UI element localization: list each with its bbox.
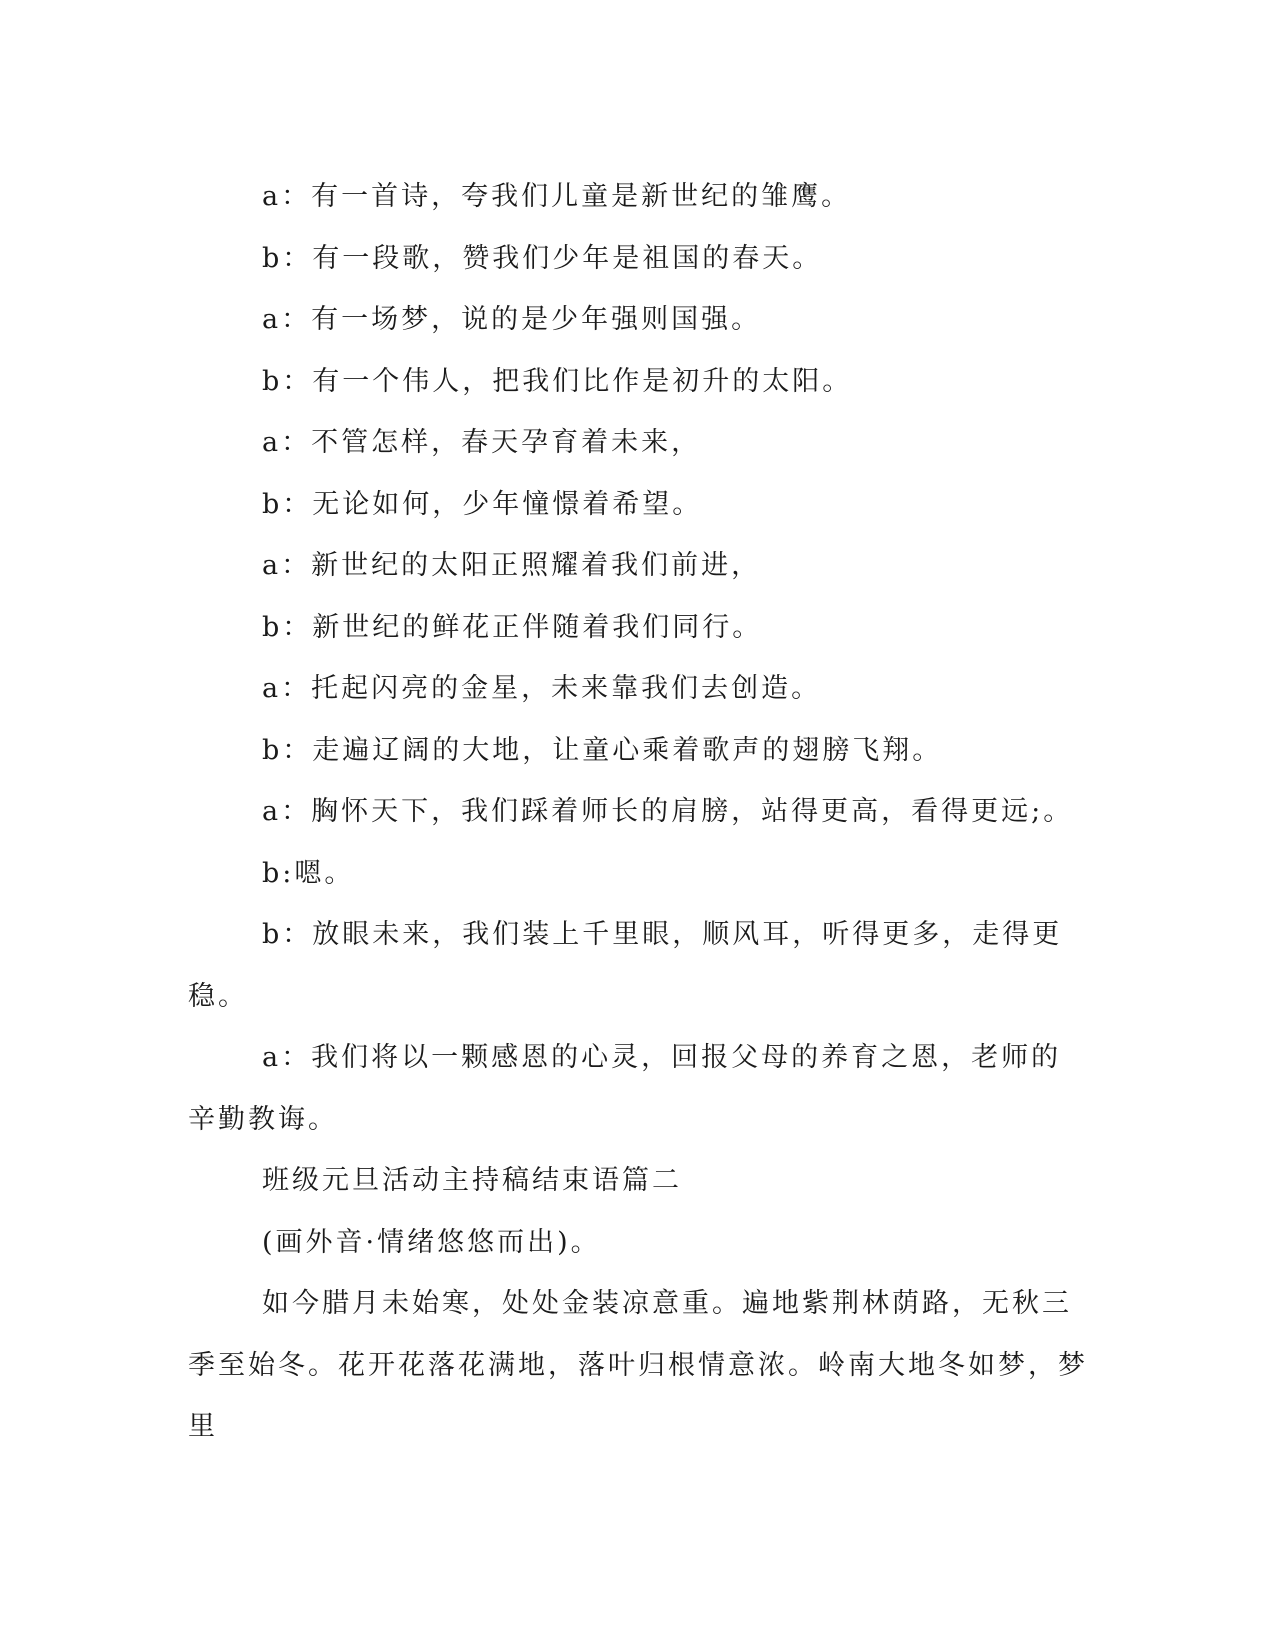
paragraph: b：无论如何，少年憧憬着希望。 bbox=[262, 488, 703, 520]
paragraph: b：新世纪的鲜花正伴随着我们同行。 bbox=[262, 611, 763, 643]
paragraph: a：托起闪亮的金星，未来靠我们去创造。 bbox=[262, 673, 822, 704]
paragraph: a：不管怎样，春天孕育着未来， bbox=[262, 427, 702, 458]
paragraph: a：有一场梦，说的是少年强则国强。 bbox=[262, 304, 762, 335]
paragraph: b：有一个伟人，把我们比作是初升的太阳。 bbox=[262, 365, 853, 397]
paragraph: b：有一段歌，赞我们少年是祖国的春天。 bbox=[262, 242, 823, 274]
paragraph: b：放眼未来，我们装上千里眼，顺风耳，听得更多，走得更稳。 bbox=[188, 919, 1063, 1012]
section-heading: 班级元旦活动主持稿结束语篇二 bbox=[262, 1165, 682, 1196]
paragraph: a：胸怀天下，我们踩着师长的肩膀，站得更高，看得更远;。 bbox=[262, 796, 1074, 827]
paragraph: b:嗯。 bbox=[262, 857, 355, 889]
paragraph: b：走遍辽阔的大地，让童心乘着歌声的翅膀飞翔。 bbox=[262, 734, 943, 766]
paragraph: 如今腊月未始寒，处处金装凉意重。遍地紫荆林荫路，无秋三季至始冬。花开花落花满地，落叶归根情意浓。岭南大地冬如梦，梦里 bbox=[188, 1288, 1088, 1442]
paragraph: a：我们将以一颗感恩的心灵，回报父母的养育之恩，老师的辛勤教诲。 bbox=[188, 1042, 1062, 1135]
paragraph: a：有一首诗，夸我们儿童是新世纪的雏鹰。 bbox=[262, 181, 852, 212]
paragraph: (画外音·情绪悠悠而出)。 bbox=[262, 1226, 601, 1258]
paragraph: a：新世纪的太阳正照耀着我们前进， bbox=[262, 550, 762, 581]
document-body bbox=[188, 166, 1088, 1458]
